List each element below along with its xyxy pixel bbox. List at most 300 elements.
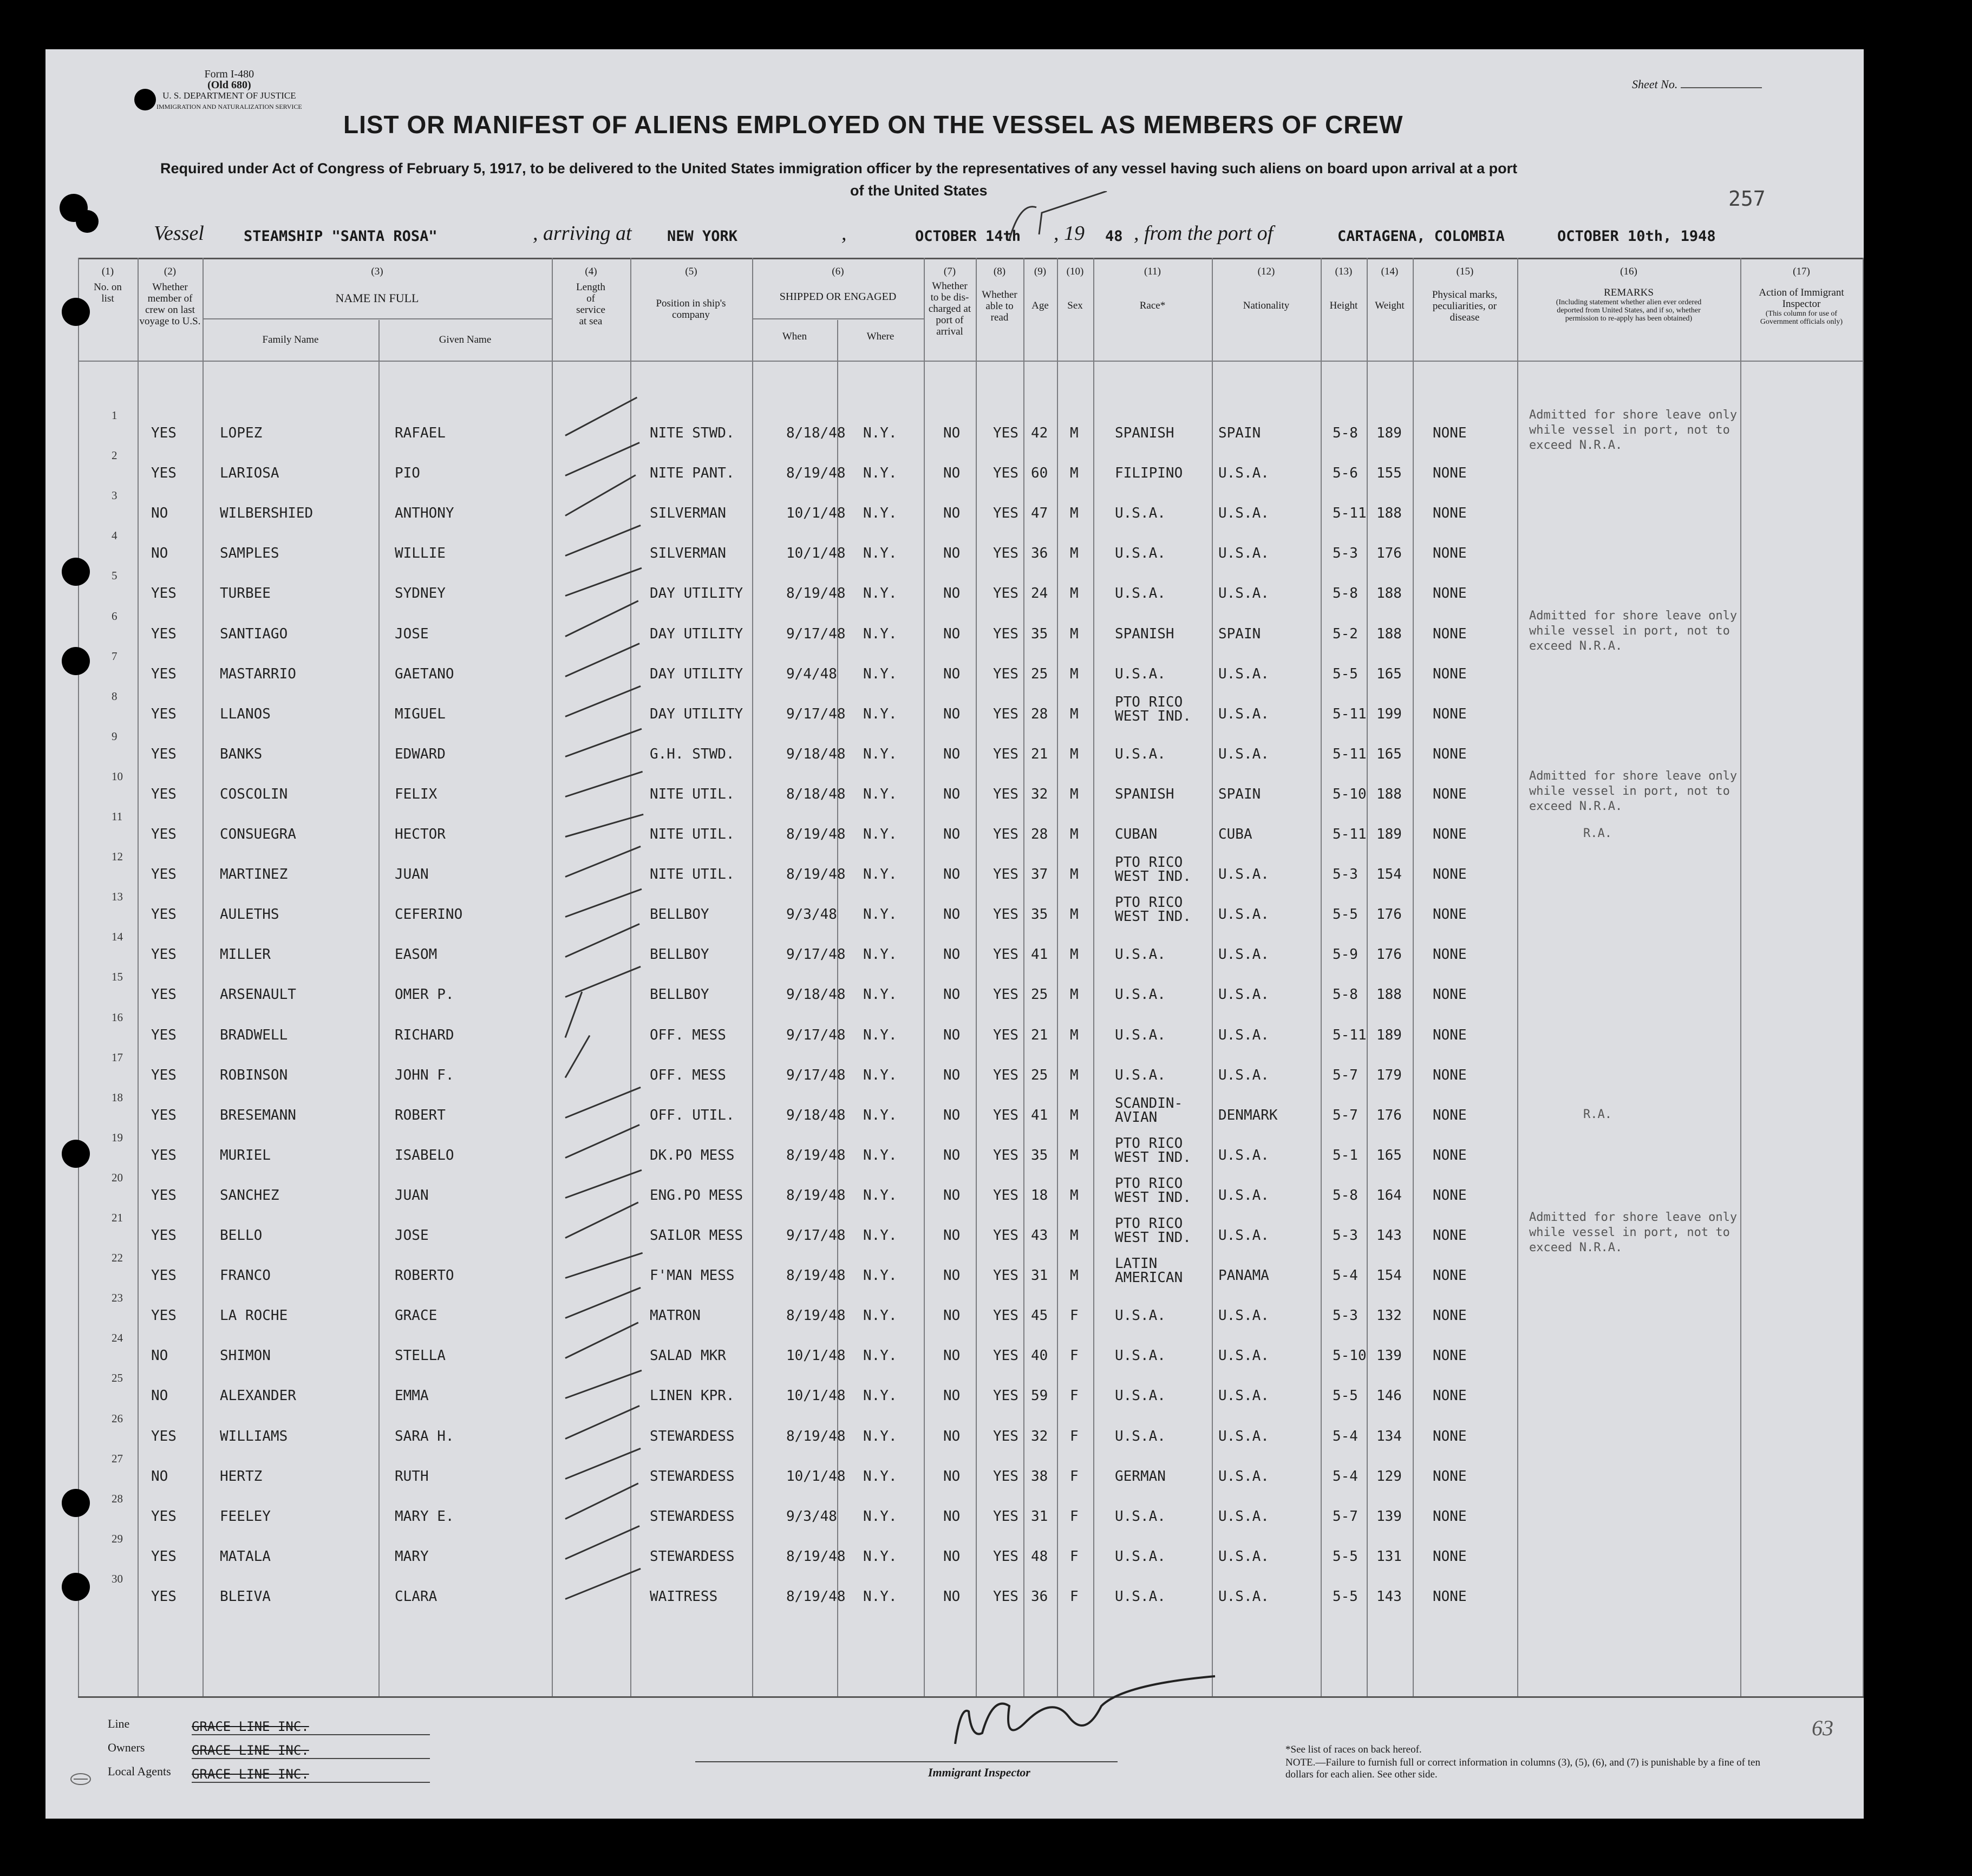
cell-race: SPANISH — [1115, 425, 1174, 441]
cell-position: OFF. MESS — [650, 1027, 726, 1043]
cell-race: PTO RICO WEST IND. — [1115, 694, 1191, 724]
col-header-13: (13) Height — [1329, 266, 1358, 311]
cell-sex: F — [1070, 1468, 1079, 1485]
cell-read: YES — [993, 705, 1018, 722]
col-header-6: (6) SHIPPED OR ENGAGED — [779, 266, 897, 303]
cell-nationality: U.S.A. — [1218, 1147, 1269, 1163]
cell-given: RAFAEL — [395, 425, 446, 441]
service-check-mark — [565, 966, 641, 998]
cell-read: YES — [993, 1227, 1018, 1244]
cell-where: N.Y. — [863, 705, 897, 722]
cell-family: BLEIVA — [220, 1588, 271, 1605]
footer-line-label: Line — [108, 1717, 130, 1730]
cell-discharged: NO — [943, 1508, 961, 1525]
cell-family: TURBEE — [220, 585, 271, 602]
service-check-mark — [565, 923, 639, 958]
col-rule — [976, 258, 977, 1696]
cell-when: 9/3/48 — [786, 1508, 837, 1525]
cell-sex: M — [1070, 826, 1079, 842]
cell-race: U.S.A. — [1115, 665, 1166, 682]
inspector-signature-line — [695, 1761, 1118, 1762]
cell-prev: YES — [151, 425, 177, 441]
cell-marks: NONE — [1433, 1067, 1467, 1083]
from-label: , from the port of — [1134, 222, 1274, 245]
cell-height: 5-4 — [1333, 1428, 1358, 1444]
cell-position: LINEN KPR. — [650, 1388, 735, 1404]
service-check-mark — [565, 1124, 639, 1159]
cell-nationality: U.S.A. — [1218, 1348, 1269, 1364]
cell-age: 41 — [1031, 1107, 1048, 1123]
cell-family: FRANCO — [220, 1267, 271, 1284]
cell-weight: 188 — [1376, 585, 1402, 602]
arriving-label: , arriving at — [533, 222, 632, 245]
cell-age: 60 — [1031, 465, 1048, 482]
cell-height: 5-11 — [1333, 1027, 1367, 1043]
cell-height: 5-4 — [1333, 1267, 1358, 1284]
cell-age: 18 — [1031, 1187, 1048, 1204]
cell-position: NITE UTIL. — [650, 866, 735, 883]
cell-sex: M — [1070, 986, 1079, 1003]
cell-race: PTO RICO WEST IND. — [1115, 1175, 1191, 1206]
cell-discharged: NO — [943, 585, 961, 602]
cell-nationality: U.S.A. — [1218, 1388, 1269, 1404]
service-check-mark — [565, 1405, 639, 1440]
races-note: *See list of races on back hereof. — [1285, 1744, 1422, 1755]
cell-marks: NONE — [1433, 625, 1467, 642]
col-header-14: (14) Weight — [1375, 266, 1405, 311]
cell-height: 5-5 — [1333, 906, 1358, 923]
cell-nationality: U.S.A. — [1218, 1187, 1269, 1204]
cell-position: MATRON — [650, 1308, 701, 1324]
cell-read: YES — [993, 625, 1018, 642]
cell-prev: YES — [151, 465, 177, 482]
cell-sex: M — [1070, 786, 1079, 802]
year-suffix: 48 — [1105, 228, 1123, 245]
cell-marks: NONE — [1433, 665, 1467, 682]
cell-given: RUTH — [395, 1468, 429, 1485]
cell-sex: F — [1070, 1428, 1079, 1444]
cell-discharged: NO — [943, 1067, 961, 1083]
cell-prev: YES — [151, 986, 177, 1003]
cell-race: U.S.A. — [1115, 946, 1166, 963]
cell-when: 9/18/48 — [786, 1107, 846, 1123]
row-number: 7 — [112, 649, 117, 663]
col-rule — [1023, 258, 1024, 1696]
cell-family: SANTIAGO — [220, 625, 288, 642]
cell-race: U.S.A. — [1115, 1308, 1166, 1324]
row-number: 17 — [112, 1050, 123, 1064]
cell-sex: F — [1070, 1548, 1079, 1565]
cell-height: 5-7 — [1333, 1508, 1358, 1525]
cell-height: 5-5 — [1333, 1388, 1358, 1404]
cell-sex: M — [1070, 1267, 1079, 1284]
cell-race: U.S.A. — [1115, 1027, 1166, 1043]
punch-hole-icon — [62, 298, 90, 326]
cell-nationality: U.S.A. — [1218, 906, 1269, 923]
cell-nationality: U.S.A. — [1218, 1548, 1269, 1565]
cell-read: YES — [993, 1468, 1018, 1485]
cell-read: YES — [993, 1508, 1018, 1525]
cell-given: FELIX — [395, 786, 438, 802]
col-header-3-family: Family Name — [262, 334, 319, 345]
cell-where: N.Y. — [863, 1147, 897, 1163]
cell-prev: NO — [151, 1348, 168, 1364]
sheet-number — [1632, 77, 1762, 91]
cell-discharged: NO — [943, 1588, 961, 1605]
cell-nationality: U.S.A. — [1218, 705, 1269, 722]
cell-height: 5-11 — [1333, 705, 1367, 722]
cell-discharged: NO — [943, 705, 961, 722]
row-number: 20 — [112, 1171, 123, 1184]
col-header-15: (15) Physical marks, peculiarities, or disease — [1432, 266, 1498, 323]
col-rule — [1740, 258, 1741, 1696]
col-header-7: (7) Whether to be dis-charged at port of arrival — [928, 266, 971, 337]
cell-position: WAITRESS — [650, 1588, 718, 1605]
cell-weight: 188 — [1376, 505, 1402, 522]
cell-weight: 155 — [1376, 465, 1402, 482]
cell-prev: NO — [151, 1468, 168, 1485]
cell-height: 5-11 — [1333, 826, 1367, 842]
cell-when: 10/1/48 — [786, 1348, 846, 1364]
cell-read: YES — [993, 1067, 1018, 1083]
year-prefix: , 19 — [1054, 222, 1085, 245]
cell-prev: YES — [151, 1588, 177, 1605]
cell-age: 45 — [1031, 1308, 1048, 1324]
cell-sex: M — [1070, 1107, 1079, 1123]
cell-age: 32 — [1031, 1428, 1048, 1444]
arriving-port: NEW YORK — [667, 228, 738, 245]
cell-prev: YES — [151, 1107, 177, 1123]
cell-where: N.Y. — [863, 1388, 897, 1404]
cell-weight: 146 — [1376, 1388, 1402, 1404]
cell-given: STELLA — [395, 1348, 446, 1364]
footer-agents-value: GRACE LINE INC. — [192, 1767, 430, 1783]
cell-where: N.Y. — [863, 505, 897, 522]
cell-nationality: U.S.A. — [1218, 946, 1269, 963]
cell-position: DAY UTILITY — [650, 705, 743, 722]
cell-read: YES — [993, 545, 1018, 562]
col-header-3: (3) NAME IN FULL — [335, 266, 419, 305]
cell-family: SANCHEZ — [220, 1187, 279, 1204]
cell-height: 5-8 — [1333, 986, 1358, 1003]
cell-family: FEELEY — [220, 1508, 271, 1525]
cell-height: 5-7 — [1333, 1067, 1358, 1083]
service-check-mark — [565, 1568, 641, 1600]
subtitle-line2: of the United States — [850, 182, 988, 199]
cell-sex: M — [1070, 1187, 1079, 1204]
cell-given: SARA H. — [395, 1428, 454, 1444]
cell-position: DK.PO MESS — [650, 1147, 735, 1163]
cell-weight: 176 — [1376, 1107, 1402, 1123]
cell-where: N.Y. — [863, 1508, 897, 1525]
cell-position: SILVERMAN — [650, 505, 726, 522]
cell-prev: YES — [151, 866, 177, 883]
cell-weight: 165 — [1376, 746, 1402, 762]
cell-read: YES — [993, 826, 1018, 842]
cell-read: YES — [993, 1107, 1018, 1123]
punch-hole-icon — [62, 1573, 90, 1601]
cell-given: MARY E. — [395, 1508, 454, 1525]
row-number: 4 — [112, 529, 117, 542]
service-check-mark — [565, 600, 638, 637]
row-number: 3 — [112, 489, 117, 502]
cell-marks: NONE — [1433, 1348, 1467, 1364]
cell-read: YES — [993, 1187, 1018, 1204]
cell-race: U.S.A. — [1115, 1508, 1166, 1525]
cell-height: 5-5 — [1333, 665, 1358, 682]
cell-family: LOPEZ — [220, 425, 263, 441]
cell-height: 5-5 — [1333, 1588, 1358, 1605]
cell-discharged: NO — [943, 1308, 961, 1324]
cell-nationality: U.S.A. — [1218, 986, 1269, 1003]
cell-marks: NONE — [1433, 1027, 1467, 1043]
col-rule — [1367, 258, 1368, 1696]
cell-discharged: NO — [943, 1468, 961, 1485]
cell-position: STEWARDESS — [650, 1428, 735, 1444]
col-header-16: (16) REMARKS (Including statement whether alien ever ordered deported from United States, and if so, whether permission to re-apply has been obtained) — [1556, 266, 1702, 323]
cell-age: 47 — [1031, 505, 1048, 522]
col-header-12: (12) Nationality — [1243, 266, 1290, 311]
cell-position: SAILOR MESS — [650, 1227, 743, 1244]
cell-family: MURIEL — [220, 1147, 271, 1163]
cell-prev: YES — [151, 1508, 177, 1525]
cell-discharged: NO — [943, 545, 961, 562]
cell-prev: YES — [151, 625, 177, 642]
cell-marks: NONE — [1433, 425, 1467, 441]
cell-race: U.S.A. — [1115, 1428, 1166, 1444]
punch-hole-icon — [62, 1140, 90, 1168]
cell-marks: NONE — [1433, 1267, 1467, 1284]
cell-weight: 199 — [1376, 705, 1402, 722]
cell-nationality: U.S.A. — [1218, 665, 1269, 682]
row-number: 27 — [112, 1452, 123, 1465]
cell-position: OFF. MESS — [650, 1067, 726, 1083]
service-check-mark — [565, 846, 641, 878]
punch-hole-icon — [62, 647, 90, 675]
department: U. S. DEPARTMENT OF JUSTICE — [162, 90, 296, 101]
vessel-name: STEAMSHIP "SANTA ROSA" — [244, 228, 438, 245]
col-rule — [1413, 258, 1414, 1696]
col-header-6-where: Where — [866, 331, 894, 342]
col-header-6-when: When — [782, 331, 807, 342]
cell-position: STEWARDESS — [650, 1508, 735, 1525]
punch-hole-icon — [62, 1489, 90, 1517]
service: IMMIGRATION AND NATURALIZATION SERVICE — [156, 103, 302, 110]
cell-height: 5-3 — [1333, 1308, 1358, 1324]
cell-nationality: SPAIN — [1218, 425, 1261, 441]
row-number: 10 — [112, 769, 123, 783]
cell-age: 40 — [1031, 1348, 1048, 1364]
cell-read: YES — [993, 1267, 1018, 1284]
cell-position: NITE PANT. — [650, 465, 735, 482]
cell-prev: YES — [151, 746, 177, 762]
cell-family: ARSENAULT — [220, 986, 296, 1003]
row-number: 25 — [112, 1371, 123, 1385]
row-number: 6 — [112, 609, 117, 623]
cell-weight: 189 — [1376, 1027, 1402, 1043]
form-id-block — [156, 69, 302, 112]
row-number: 29 — [112, 1532, 123, 1545]
vessel-line — [154, 221, 204, 245]
cell-discharged: NO — [943, 1227, 961, 1244]
cell-where: N.Y. — [863, 1588, 897, 1605]
cell-age: 42 — [1031, 425, 1048, 441]
service-check-mark — [565, 1482, 638, 1519]
col-rule — [837, 320, 838, 1696]
cell-age: 35 — [1031, 625, 1048, 642]
cell-weight: 179 — [1376, 1067, 1402, 1083]
cell-weight: 139 — [1376, 1348, 1402, 1364]
row-number: 15 — [112, 970, 123, 984]
cell-sex: M — [1070, 1147, 1079, 1163]
cell-height: 5-8 — [1333, 585, 1358, 602]
cell-nationality: U.S.A. — [1218, 866, 1269, 883]
cell-sex: M — [1070, 665, 1079, 682]
col-rule — [78, 258, 79, 1696]
departure-date: OCTOBER 10th, 1948 — [1557, 228, 1716, 245]
page-number: 257 — [1728, 187, 1766, 211]
cell-when: 10/1/48 — [786, 545, 846, 562]
cell-family: MATALA — [220, 1548, 271, 1565]
cell-given: JOSE — [395, 625, 429, 642]
cell-nationality: U.S.A. — [1218, 1067, 1269, 1083]
cell-sex: M — [1070, 465, 1079, 482]
arrival-date: OCTOBER 14th — [915, 228, 1021, 245]
col-header-5: (5) Position in ship's company — [656, 266, 726, 321]
cell-sex: M — [1070, 906, 1079, 923]
cell-sex: M — [1070, 946, 1079, 963]
cell-where: N.Y. — [863, 1067, 897, 1083]
cell-given: JOSE — [395, 1227, 429, 1244]
cell-weight: 134 — [1376, 1428, 1402, 1444]
cell-height: 5-11 — [1333, 746, 1367, 762]
service-check-mark — [565, 474, 636, 517]
col-header-4: (4) Length of service at sea — [576, 266, 605, 327]
table-top-border — [78, 258, 1864, 259]
cell-height: 5-3 — [1333, 545, 1358, 562]
cell-marks: NONE — [1433, 1508, 1467, 1525]
cell-weight: 154 — [1376, 866, 1402, 883]
cell-race: GERMAN — [1115, 1468, 1166, 1485]
cell-prev: YES — [151, 1027, 177, 1043]
cell-age: 36 — [1031, 1588, 1048, 1605]
cell-marks: NONE — [1433, 1107, 1467, 1123]
cell-race: PTO RICO WEST IND. — [1115, 1135, 1191, 1166]
cell-given: ANTHONY — [395, 505, 454, 522]
cell-discharged: NO — [943, 946, 961, 963]
cell-sex: M — [1070, 1067, 1079, 1083]
cell-sex: F — [1070, 1588, 1079, 1605]
cell-discharged: NO — [943, 866, 961, 883]
cell-when: 9/17/48 — [786, 1227, 846, 1244]
col-rule — [378, 320, 380, 1696]
cell-read: YES — [993, 866, 1018, 883]
cell-race: PTO RICO WEST IND. — [1115, 1215, 1191, 1246]
cell-given: EASOM — [395, 946, 438, 963]
cell-age: 25 — [1031, 665, 1048, 682]
cell-when: 9/18/48 — [786, 746, 846, 762]
row-number: 22 — [112, 1251, 123, 1265]
remark-note: Admitted for shore leave only while vessel in port, not to exceed N.R.A. — [1529, 1211, 1738, 1254]
footer-owners-value: GRACE LINE INC. — [192, 1743, 430, 1759]
service-check-mark — [565, 1322, 638, 1359]
cell-race: U.S.A. — [1115, 1588, 1166, 1605]
service-check-mark — [565, 397, 637, 436]
cell-marks: NONE — [1433, 505, 1467, 522]
cell-given: RICHARD — [395, 1027, 454, 1043]
cell-prev: NO — [151, 1388, 168, 1404]
cell-discharged: NO — [943, 465, 961, 482]
printer-mark-icon — [67, 1768, 94, 1790]
cell-position: BELLBOY — [650, 986, 709, 1003]
cell-nationality: U.S.A. — [1218, 465, 1269, 482]
cell-position: G.H. STWD. — [650, 746, 735, 762]
cell-when: 9/4/48 — [786, 665, 837, 682]
cell-marks: NONE — [1433, 1227, 1467, 1244]
cell-given: ROBERT — [395, 1107, 446, 1123]
cell-nationality: U.S.A. — [1218, 1027, 1269, 1043]
cell-where: N.Y. — [863, 545, 897, 562]
cell-marks: NONE — [1433, 986, 1467, 1003]
punch-hole-icon — [62, 558, 90, 586]
cell-marks: NONE — [1433, 1187, 1467, 1204]
service-check-mark — [565, 991, 583, 1038]
cell-prev: YES — [151, 1267, 177, 1284]
cell-when: 8/19/48 — [786, 1187, 846, 1204]
col-rule — [552, 258, 553, 1696]
cell-given: GRACE — [395, 1308, 438, 1324]
manifest-sheet: Form I-480 (Old 680) U. S. DEPARTMENT OF JUSTICE IMMIGRATION AND NATURALIZATION SERVICE Sheet No. LIST OR MANIFEST OF ALIENS EMPLOYED ON THE VESSEL AS MEMBERS OF CREW Required under Act of Congress of February 5, 1917, to be delivered to the United States immigration officer by the representatives of any vessel having such aliens on board upon arrival at a port of the United States 257 Vessel STEAMSHIP "SANTA ROSA" , arriving at NEW YORK , OCTOBER 14th , 19 48 , from the port of CARTAGENA, COLOMBIA OCTOBER 10th, 1948 (1) No. on list (2) Whether member of crew on last voyage to U.S. (3) NAME IN FULL Family Name Given Name (4) Length of service at sea (5) Position in ship's company (6) SHIPPED OR ENGAGED When Where (7) Whether to be dis-charged at port of arrival (8) Whether able to read (9) Age (10) Sex (11) Race* (12) Nationality (13) Height (14) Weight (15) Physical marks, peculiarities, or disease (16) REMARKS (Including statement whether alien ever ordered deported from United States, and if so, whether permission to re-apply has been obtained) (17) Action of Immigrant Inspector (This column for use of Government officials only) 1 YES LOPEZ RAFAEL NITE STWD. 8/18/48 N.Y. NO YES 42 M SPANISH SPAIN 5-8 189 NONE 2 YES LARIOSA PIO NITE PANT. 8/19/48 N.Y. NO YES 60 M FILIPINO U.S.A. 5-6 155 NONE 3 NO WILBERSHIED ANTHONY SILVERMAN 10/1/48 N.Y. NO YES 47 M U.S.A. U.S.A. 5-11 188 NONE 4 NO SAMPLES WILLIE SILVERMAN 10/1/48 N.Y. NO YES 36 M U.S.A. U.S.A. 5-3 176 NONE 5 YES TURBEE SYDNEY DAY UTILITY 8/19/48 N.Y. NO YES 24 M U.S.A. U.S.A. 5-8 188 NONE 6 YES SANTIAGO JOSE DAY UTILITY 9/17/48 N.Y. NO YES 35 M SPANISH SPAIN 5-2 188 NONE 7 YES MASTARRIO GAETANO DAY UTILITY 9/4/48 N.Y. NO YES 25 M U.S.A. U.S.A. 5-5 165 NONE 8 YES LLANOS MIGUEL DAY UTILITY 9/17/48 N.Y. NO YES 28 M PTO RICO WEST IND. U.S.A. 5-11 199 NONE 9 YES BANKS EDWARD G.H. STWD. 9/18/48 N.Y. NO YES 21 M U.S.A. U.S.A. 5-11 165 NONE 10 YES COSCOLIN FELIX NITE UTIL. 8/18/48 N.Y. NO YES 32 M SPANISH SPAIN 5-10 188 NONE 11 YES CONSUEGRA HECTOR NITE UTIL. 8/19/48 N.Y. NO YES 28 M CUBAN CUBA 5-11 189 NONE 12 YES MARTINEZ JUAN NITE UTIL. 8/19/48 N.Y. NO YES 37 M PTO RICO WEST IND. U.S.A. 5-3 154 NONE 13 YES AULETHS CEFERINO BELLBOY 9/3/48 N.Y. NO YES 35 M PTO RICO WEST IND. U.S.A. 5-5 176 NONE 14 YES MILLER EASOM BELLBOY 9/17/48 N.Y. NO YES 41 M U.S.A. U.S.A. 5-9 176 NONE 15 YES ARSENAULT OMER P. BELLBOY 9/18/48 N.Y. NO YES 25 M U.S.A. U.S.A. 5-8 188 NONE 16 YES BRADWELL RICHARD OFF. MESS 9/17/48 N.Y. NO YES 21 M U.S.A. U.S.A. 5-11 189 NONE 17 YES ROBINSON JOHN F. OFF. MESS 9/17/48 N.Y. NO YES 25 M U.S.A. U.S.A. 5-7 179 NONE 18 YES BRESEMANN ROBERT OFF. UTIL. 9/18/48 N.Y. NO YES 41 M SCANDIN-AVIAN DENMARK 5-7 176 NONE 19 YES MURIEL ISABELO DK.PO MESS 8/19/48 N.Y. NO YES 35 M PTO RICO WEST IND. U.S.A. 5-1 165 NONE 20 YES SANCHEZ JUAN ENG.PO MESS 8/19/48 N.Y. NO YES 18 M PTO RICO WEST IND. U.S.A. 5-8 164 NONE 21 YES BELLO JOSE SAILOR MESS 9/17/48 N.Y. NO YES 43 M PTO RICO WEST IND. U.S.A. 5-3 143 NONE 22 YES FRANCO ROBERTO F'MAN MESS 8/19/48 N.Y. NO YES 31 M LATIN AMERICAN PANAMA 5-4 154 NONE 23 YES LA ROCHE GRACE MATRON 8/19/48 N.Y. NO YES 45 F U.S.A. U.S.A. 5-3 132 NONE 24 NO SHIMON STELLA SALAD MKR 10/1/48 N.Y. NO YES 40 F U.S.A. U.S.A. 5-10 139 NONE 25 NO ALEXANDER EMMA LINEN KPR. 10/1/48 N.Y. NO YES 59 F U.S.A. U.S.A. 5-5 146 NONE 26 YES WILLIAMS SARA H. STEWARDESS 8/19/48 N.Y. NO YES 32 F U.S.A. U.S.A. 5-4 134 NONE 27 NO HERTZ RUTH STEWARDESS 10/1/48 N.Y. NO YES 38 F GERMAN U.S.A. 5-4 129 NONE 28 YES FEELEY MARY E. STEWARDESS 9/3/48 N.Y. NO YES 31 F U.S.A. U.S.A. 5-7 139 NONE 29 YES MATALA MARY STEWARDESS 8/19/48 N.Y. NO YES 48 F U.S.A. U.S.A. 5-5 131 NONE 30 YES BLEIVA CLARA WAITRESS 8/19/48 N.Y. NO YES 36 F U.S.A. U.S.A. 5-5 143 NONE Admitted for shore leave only while vessel in port, not to exceed N.R.A. Admitted for shore leave only while vessel in port, not to exceed N.R.A. Admitted for shore leave only while vessel in port, not to exceed N.R.A. R.A. R.A. Admitted for shore leave only while vessel in port, not to exceed N.R.A. Line GRACE LINE INC. Owners GRACE LINE INC. Local Agents GRACE LINE INC. Immigrant Inspector *See list of races on back hereof. NOTE.—Failure to furnish full or correct information in columns (3), (5), (6), and (7) is punishable by a fine of ten dollars for each alien. See other side. 63 — [45, 49, 1864, 1819]
cell-where: N.Y. — [863, 665, 897, 682]
cell-discharged: NO — [943, 746, 961, 762]
cell-marks: NONE — [1433, 1388, 1467, 1404]
cell-race: U.S.A. — [1115, 746, 1166, 762]
cell-discharged: NO — [943, 786, 961, 802]
cell-prev: YES — [151, 705, 177, 722]
cell-race: U.S.A. — [1115, 1548, 1166, 1565]
cell-when: 8/19/48 — [786, 1147, 846, 1163]
cell-family: ALEXANDER — [220, 1388, 296, 1404]
cell-sex: M — [1070, 1227, 1079, 1244]
cell-age: 28 — [1031, 826, 1048, 842]
cell-where: N.Y. — [863, 1548, 897, 1565]
cell-read: YES — [993, 1147, 1018, 1163]
cell-where: N.Y. — [863, 1107, 897, 1123]
cell-race: U.S.A. — [1115, 545, 1166, 562]
punch-hole-icon — [76, 210, 99, 233]
cell-marks: NONE — [1433, 946, 1467, 963]
cell-discharged: NO — [943, 1348, 961, 1364]
cell-family: SHIMON — [220, 1348, 271, 1364]
cell-race: LATIN AMERICAN — [1115, 1256, 1183, 1286]
cell-where: N.Y. — [863, 786, 897, 802]
cell-age: 24 — [1031, 585, 1048, 602]
cell-age: 35 — [1031, 1147, 1048, 1163]
cell-when: 8/19/48 — [786, 585, 846, 602]
cell-prev: YES — [151, 1187, 177, 1204]
cell-race: U.S.A. — [1115, 1388, 1166, 1404]
cell-when: 9/17/48 — [786, 946, 846, 963]
row-number: 16 — [112, 1010, 123, 1024]
footer-agents-label: Local Agents — [108, 1764, 171, 1778]
cell-nationality: U.S.A. — [1218, 505, 1269, 522]
cell-position: BELLBOY — [650, 906, 709, 923]
cell-prev: YES — [151, 946, 177, 963]
cell-read: YES — [993, 1308, 1018, 1324]
col-rule — [1863, 258, 1864, 1696]
cell-prev: YES — [151, 1067, 177, 1083]
cell-read: YES — [993, 1027, 1018, 1043]
